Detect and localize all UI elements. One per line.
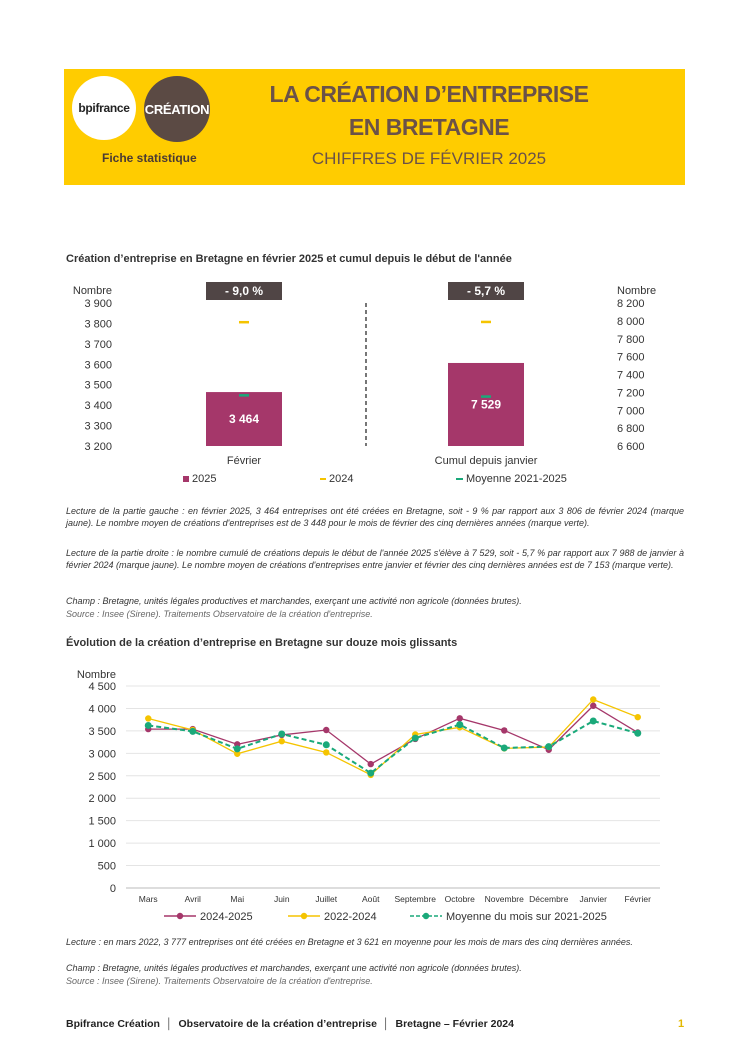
data-point bbox=[145, 715, 151, 721]
left-axis-label: Nombre bbox=[72, 285, 112, 297]
legend-average-label: Moyenne 2021-2025 bbox=[466, 473, 567, 485]
data-point bbox=[367, 770, 374, 777]
series-line bbox=[148, 721, 638, 773]
category-label: Cumul depuis janvier bbox=[434, 455, 538, 467]
y-tick-label: 2 000 bbox=[88, 793, 116, 806]
note-source-2: Source : Insee (Sirene). Traitements Observatoire de la création d'entreprise. bbox=[66, 976, 373, 986]
variation-badge-text: - 9,0 % bbox=[224, 284, 264, 298]
data-point bbox=[590, 703, 596, 709]
footer-observatory: Observatoire de la création d’entreprise bbox=[178, 1018, 377, 1030]
page-title-line1: LA CRÉATION D’ENTREPRISE bbox=[269, 81, 589, 107]
data-point bbox=[323, 727, 329, 733]
footer-separator: │ bbox=[382, 1018, 390, 1030]
y-tick-label: 1 500 bbox=[88, 815, 116, 828]
x-tick-label: Février bbox=[624, 894, 651, 904]
left-tick-label: 3 500 bbox=[84, 379, 112, 392]
x-tick-label: Octobre bbox=[444, 894, 475, 904]
data-point bbox=[590, 696, 596, 702]
right-tick-label: 8 200 bbox=[617, 298, 645, 310]
data-point bbox=[412, 735, 419, 742]
legend-2025-label: 2025 bbox=[192, 473, 217, 485]
x-tick-label: Mai bbox=[230, 894, 245, 904]
y-tick-label: 500 bbox=[97, 860, 116, 873]
right-tick-label: 7 200 bbox=[617, 387, 645, 400]
note-champ-1: Champ : Bretagne, unités légales productives et marchandes, exerçant une activité non agricole (données brutes). bbox=[66, 596, 522, 606]
footer-region-date: Bretagne – Février 2024 bbox=[395, 1018, 514, 1030]
legend-label: Moyenne du mois sur 2021-2025 bbox=[446, 911, 607, 923]
data-point bbox=[590, 718, 597, 725]
y-axis-label: Nombre bbox=[76, 669, 116, 681]
y-tick-label: 3 500 bbox=[88, 725, 116, 738]
x-tick-label: Mars bbox=[138, 894, 158, 904]
right-tick-label: 7 600 bbox=[617, 351, 645, 364]
y-tick-label: 0 bbox=[109, 883, 116, 895]
left-tick-label: 3 800 bbox=[84, 318, 112, 331]
legend-swatch-dot bbox=[177, 913, 183, 919]
right-tick-label: 7 400 bbox=[617, 369, 645, 382]
right-tick-label: 6 800 bbox=[617, 423, 645, 436]
chart2-title: Évolution de la création d’entreprise en Bretagne sur douze mois glissants bbox=[66, 637, 458, 649]
data-point bbox=[279, 738, 285, 744]
bar-value-label: 7 529 bbox=[470, 397, 502, 412]
x-tick-label: Avril bbox=[184, 894, 201, 904]
page-title-line2: EN BRETAGNE bbox=[348, 114, 510, 140]
data-point bbox=[545, 743, 552, 750]
bpifrance-logo bbox=[72, 76, 136, 140]
legend-2025-swatch bbox=[183, 476, 189, 482]
x-tick-label: Décembre bbox=[529, 894, 569, 904]
legend-swatch-dot bbox=[423, 913, 429, 919]
data-point bbox=[456, 721, 463, 728]
category-label: Février bbox=[226, 455, 262, 467]
legend-label: 2024-2025 bbox=[200, 911, 253, 923]
data-point bbox=[278, 731, 285, 738]
right-tick-label: 7 800 bbox=[617, 333, 645, 346]
right-tick-label: 8 000 bbox=[617, 315, 645, 328]
creation-logo bbox=[144, 76, 210, 142]
legend-2024-label: 2024 bbox=[329, 473, 354, 485]
right-tick-label: 6 600 bbox=[617, 441, 645, 453]
right-tick-label: 7 000 bbox=[617, 405, 645, 418]
note-source-1: Source : Insee (Sirene). Traitements Observatoire de la création d'entreprise. bbox=[66, 609, 373, 619]
data-point bbox=[323, 741, 330, 748]
bpifrance-logo-text: bpifrance bbox=[78, 101, 130, 115]
bar-value-label: 3 464 bbox=[228, 412, 260, 427]
x-tick-label: Août bbox=[362, 894, 380, 904]
footer-org: Bpifrance Création bbox=[66, 1018, 160, 1030]
left-tick-label: 3 300 bbox=[84, 420, 112, 433]
chart2 bbox=[60, 660, 700, 930]
y-tick-label: 3 000 bbox=[88, 748, 116, 761]
chart1 bbox=[60, 278, 700, 493]
data-point bbox=[634, 730, 641, 737]
left-tick-label: 3 700 bbox=[84, 338, 112, 351]
left-tick-label: 3 200 bbox=[84, 441, 112, 453]
footer-separator: │ bbox=[165, 1018, 173, 1030]
y-tick-label: 2 500 bbox=[88, 770, 116, 783]
y-tick-label: 4 500 bbox=[88, 681, 116, 693]
note-champ-2: Champ : Bretagne, unités légales productives et marchandes, exerçant une activité non agricole (données brutes). bbox=[66, 963, 522, 973]
page-number: 1 bbox=[678, 1018, 685, 1030]
data-point bbox=[145, 722, 152, 729]
left-tick-label: 3 600 bbox=[84, 359, 112, 372]
page-subtitle: CHIFFRES DE FÉVRIER 2025 bbox=[311, 149, 547, 168]
series-line bbox=[148, 699, 638, 774]
y-tick-label: 1 000 bbox=[88, 838, 116, 851]
right-axis-label: Nombre bbox=[617, 285, 657, 297]
data-point bbox=[234, 745, 241, 752]
x-tick-label: Juin bbox=[273, 894, 290, 904]
note-right: Lecture de la partie droite : le nombre cumulé de créations depuis le début de l'année 2025 s'élève à 7 529, soit - 5,7 % par rapport aux 7 988 de janvier à février 2024 (marque jaune). Le nombre moyen de créations d'entreprises entre janvier et février des cinq dernières années est de 7 153 (marque verte). bbox=[66, 548, 684, 570]
creation-logo-text: CRÉATION bbox=[144, 101, 210, 117]
data-point bbox=[457, 715, 463, 721]
legend-label: 2022-2024 bbox=[324, 911, 377, 923]
left-tick-label: 3 400 bbox=[84, 400, 112, 413]
x-tick-label: Janvier bbox=[579, 894, 607, 904]
legend-swatch-dot bbox=[301, 913, 307, 919]
header-banner bbox=[64, 69, 685, 185]
x-tick-label: Juillet bbox=[315, 894, 338, 904]
data-point bbox=[323, 749, 329, 755]
data-point bbox=[189, 728, 196, 735]
note-lecture-2: Lecture : en mars 2022, 3 777 entreprises ont été créées en Bretagne et 3 621 en moyenne pour les mois de mars des cinq dernières années. bbox=[66, 937, 633, 947]
data-point bbox=[501, 727, 507, 733]
left-tick-label: 3 900 bbox=[84, 298, 112, 310]
data-point bbox=[501, 744, 508, 751]
chart1-title: Création d’entreprise en Bretagne en février 2025 et cumul depuis le début de l'année bbox=[66, 253, 512, 265]
fiche-label: Fiche statistique bbox=[102, 151, 197, 165]
data-point bbox=[635, 714, 641, 720]
data-point bbox=[368, 761, 374, 767]
y-tick-label: 4 000 bbox=[88, 703, 116, 716]
footer bbox=[66, 1018, 514, 1030]
note-left: Lecture de la partie gauche : en février 2025, 3 464 entreprises ont été créées en Bretagne, soit - 9 % par rapport aux 3 806 de février 2024 (marque jaune). Le nombre moyen de créations d'entreprises est de 3 448 pour le mois de février des cinq dernières années (marque verte). bbox=[66, 506, 684, 528]
variation-badge-text: - 5,7 % bbox=[466, 284, 506, 298]
x-tick-label: Novembre bbox=[484, 894, 524, 904]
x-tick-label: Septembre bbox=[394, 894, 437, 904]
